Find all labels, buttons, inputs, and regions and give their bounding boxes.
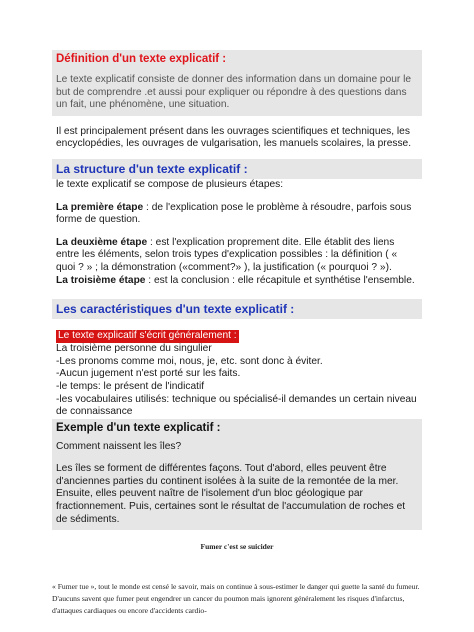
caracteristics-heading-bar: [52, 299, 422, 319]
step-2-label: La deuxième étape: [56, 236, 148, 248]
caracteristics-highlight-row: [52, 325, 422, 343]
caracteristic-line-2: -Les pronoms comme moi, nous, je, etc. sont donc à éviter.: [56, 355, 323, 367]
step-3-text: : est la conclusion : elle récapitule et synthétise l'ensemble.: [145, 274, 415, 286]
structure-heading-bar: [52, 159, 422, 179]
example-text: Les îles se forment de différentes façons. Tout d'abord, elles peuvent être d'anciennes parties du continent isolées à la suite de la remontée de la mer. Ensuite, elles peuvent naître de l'isolement d'un bloc géologique par fractionnement. Puis, certaines sont le résultat de l'accumulation de roches et de sédiments.: [56, 463, 406, 525]
step-2-paragraph: [52, 237, 422, 275]
structure-heading: La structure d'un texte explicatif :: [56, 161, 248, 176]
definition-heading: Définition d'un texte explicatif :: [56, 53, 227, 65]
step-3-label: La troisième étape: [56, 274, 146, 286]
definition-section: [52, 50, 422, 116]
example-question: Comment naissent les îles?: [56, 440, 182, 452]
usage-paragraph: Il est principalement présent dans les ouvrages scientifiques et techniques, les encyclopédies, les ouvrages de vulgarisation, les manuels scolaires, la presse.: [56, 125, 412, 150]
definition-text: Le texte explicatif consiste de donner des information dans un domaine pour le but de comprendre .et aussi pour expliquer ou répondre à des questions dans un fait, une phénomène, une situation.: [56, 74, 412, 111]
caracteristic-line-3: -Aucun jugement n'est porté sur les faits.: [56, 368, 241, 380]
step-1-text: : de l'explication pose le problème à résoudre, parfois sous forme de question.: [56, 201, 412, 226]
footer-text: « Fumer tue », tout le monde est censé le savoir, mais on continue à sous-estimer le danger qui guette la santé du fumeur. D'aucuns savent que fumer peut engendrer un cancer du poumon mais ignorent généralement les risques d'infarctus, d'attaques cardiaques ou encore d'accidents cardio-: [52, 582, 420, 615]
step-3-paragraph: [52, 275, 422, 288]
step-1-label: La première étape: [56, 201, 144, 213]
example-section: [52, 419, 422, 531]
structure-intro: le texte explicatif se compose de plusieurs étapes:: [56, 178, 284, 190]
document-content: [52, 50, 422, 530]
caracteristics-highlight: Le texte explicatif s'écrit généralement :: [58, 330, 237, 342]
caracteristic-line-4: -le temps: le présent de l'indicatif: [56, 380, 205, 392]
step-1-paragraph: [52, 202, 422, 227]
caracteristic-line-5: -les vocabulaires utilisés: technique ou spécialisé-il demandes un certain niveau de connaissance: [56, 393, 417, 418]
footer-title: Fumer c'est se suicider: [200, 542, 274, 551]
step-2-text: : est l'explication proprement dite. Elle établit des liens entre les éléments, selon trois types d'explication possibles : la définition ( « quoi ? » ; la démonstration («comment?» ), la justification (« pourquoi ? »).: [56, 236, 398, 273]
caracteristics-heading: Les caractéristiques d'un texte explicatif :: [56, 302, 295, 317]
caracteristic-line-1: La troisième personne du singulier: [56, 343, 212, 355]
example-heading: Exemple d'un texte explicatif :: [56, 421, 221, 434]
